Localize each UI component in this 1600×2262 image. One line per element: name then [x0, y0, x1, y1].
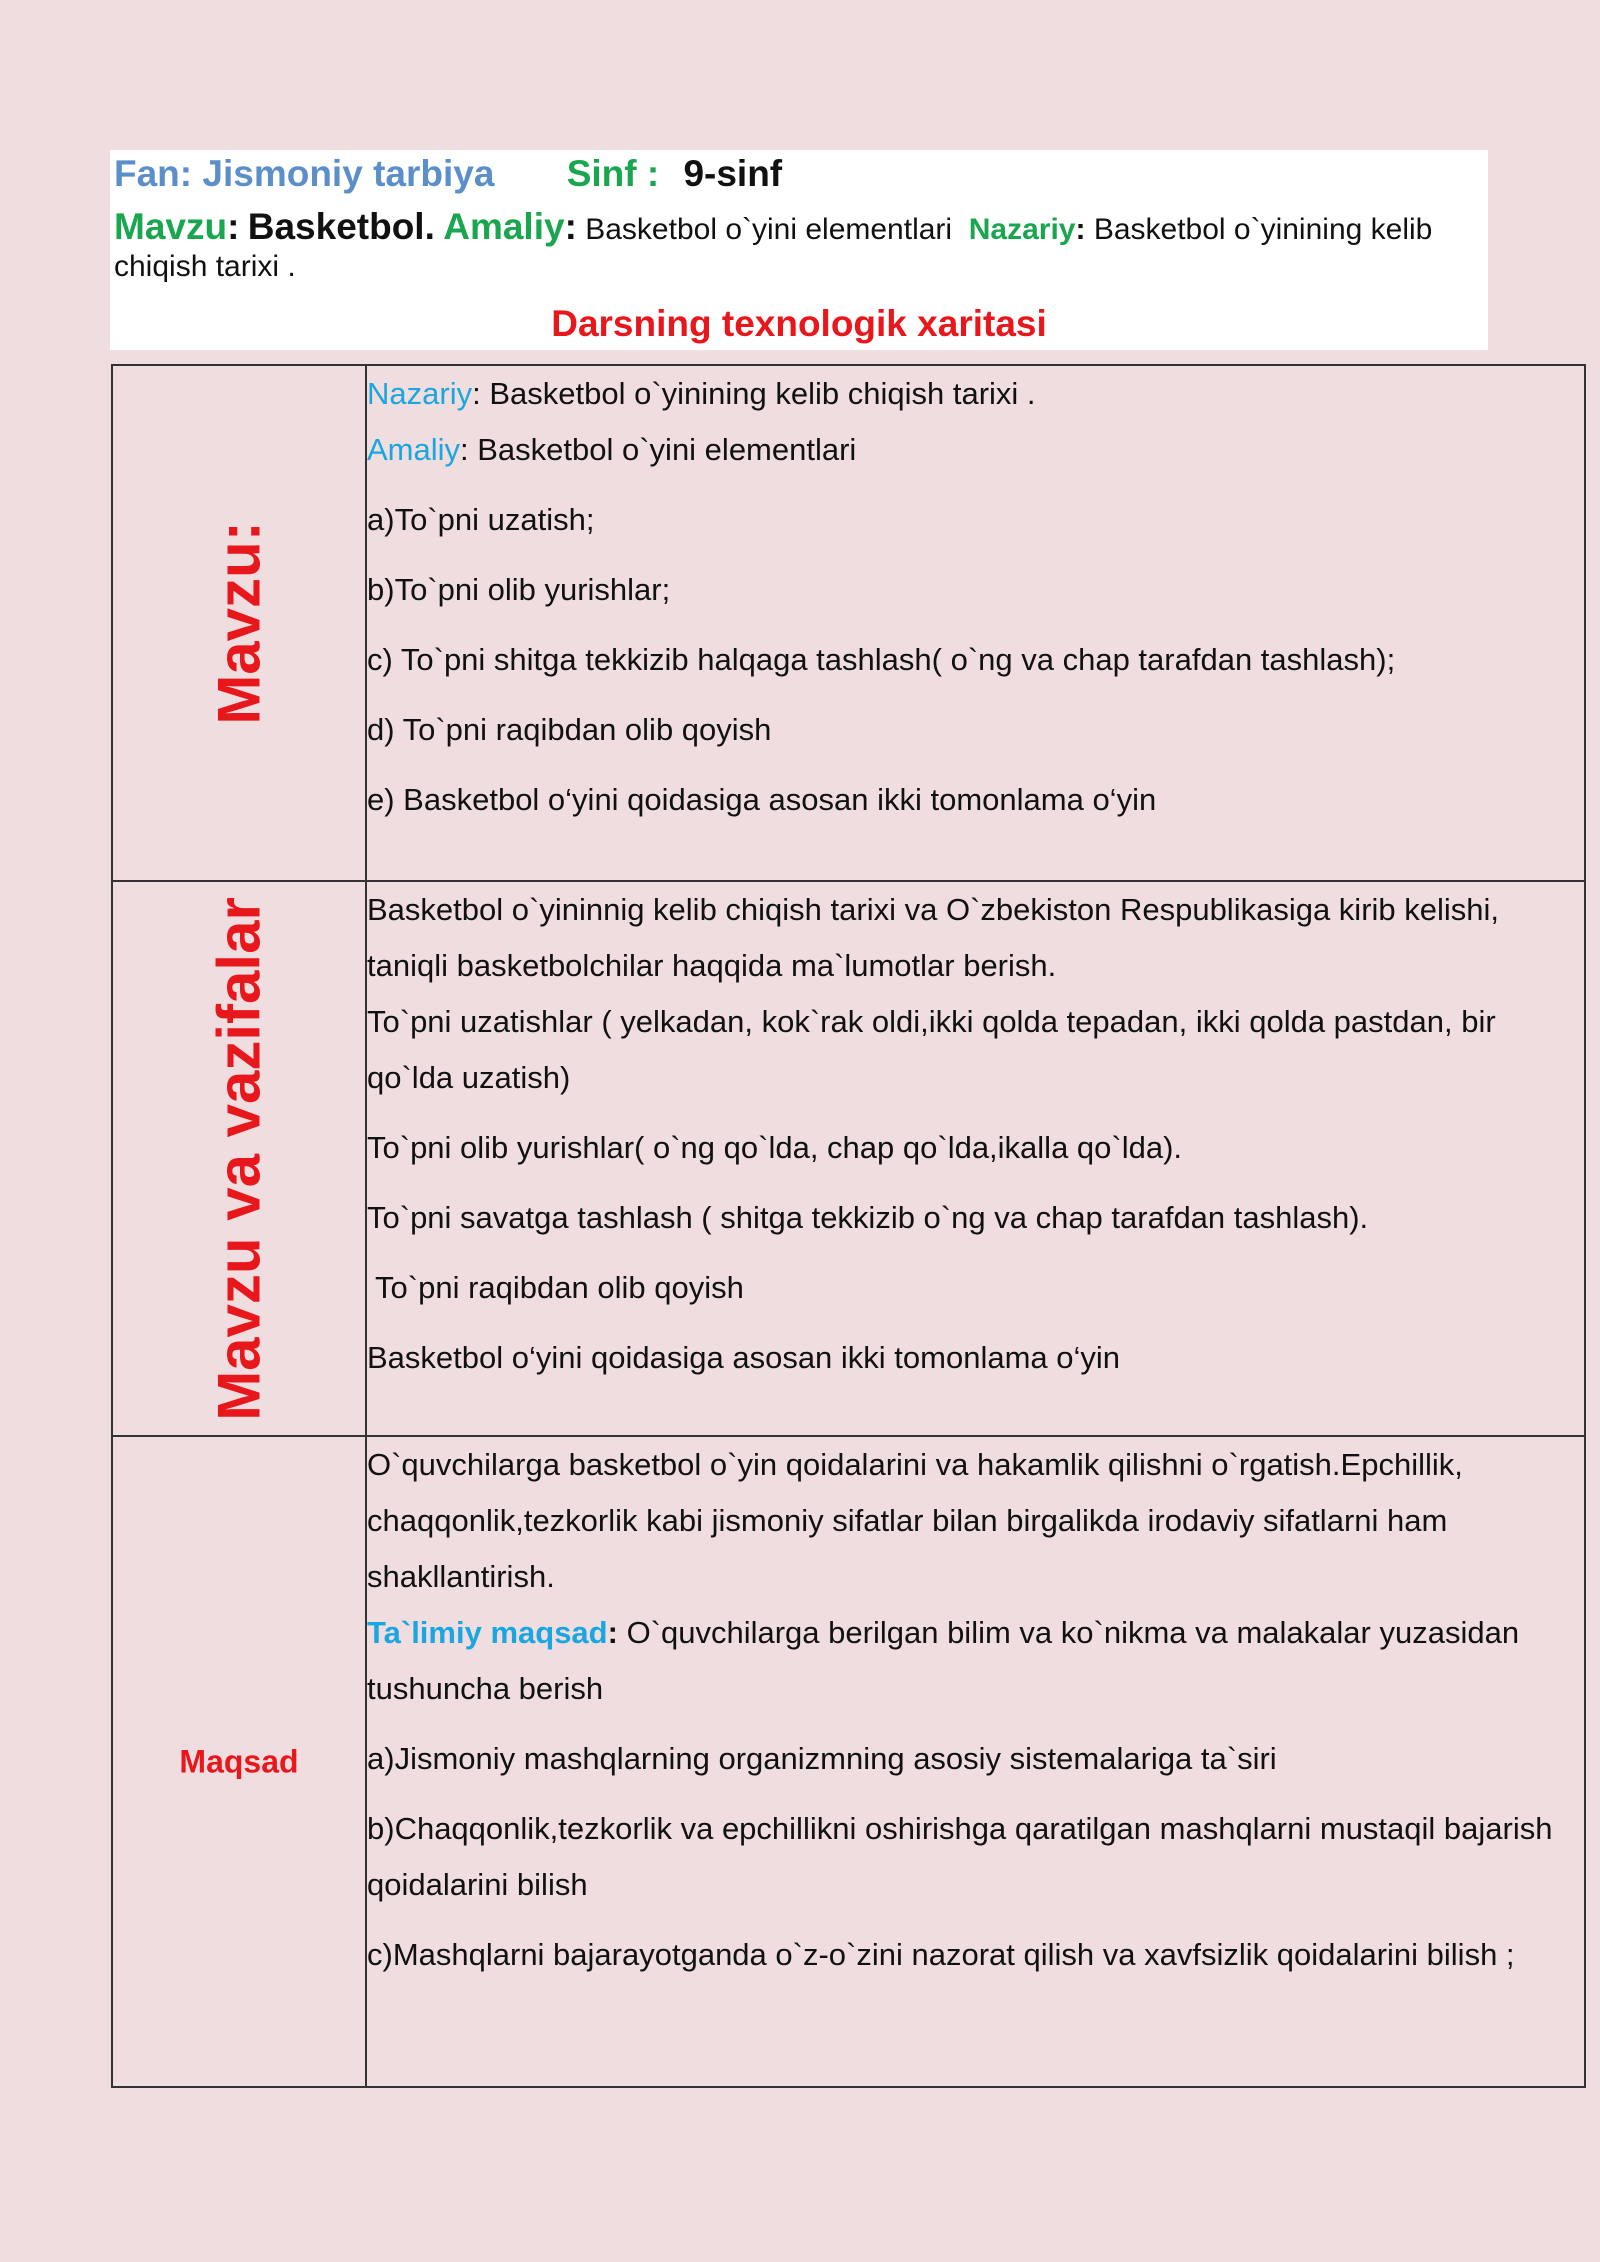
subject-line [114, 150, 782, 198]
row-label-mavzu: Mavzu: [205, 521, 273, 725]
theory-label: Nazariy [968, 213, 1076, 246]
paragraph: a)Jismoniy mashqlarning organizmning asosiy sistemalariga ta`siri [367, 1741, 1277, 1776]
table-row [112, 1436, 1585, 2087]
topic-line: Mavzu: Basketbol. Amaliy: Basketbol o`yini elementlari Nazariy: Basketbol o`yinining kelib chiqish tarixi . [114, 206, 1433, 283]
educational-goal-label: Ta`limiy maqsad [367, 1615, 608, 1650]
practical-value: Basketbol o`yini elementlari [585, 213, 953, 246]
paragraph: Basketbol o‘yini qoidasiga asosan ikki tomonlama o‘yin [367, 1340, 1121, 1375]
list-item: e) Basketbol o‘yini qoidasiga asosan ikki tomonlama o‘yin [367, 782, 1157, 817]
row-content-maqsad [366, 1436, 1585, 2087]
row-label-cell [112, 365, 366, 881]
paragraph: To`pni uzatishlar ( yelkadan, kok`rak oldi,ikki qolda tepadan, ikki qolda pastdan, bir qo`lda uzatish) [367, 1004, 1496, 1095]
lesson-header [110, 150, 1488, 350]
educational-goal: Ta`limiy maqsad: O`quvchilarga berilgan bilim va ko`nikma va malakalar yuzasidan tushuncha berish [367, 1615, 1520, 1706]
practical-label: Amaliy [443, 206, 565, 247]
paragraph: b)Chaqqonlik,tezkorlik va epchillikni oshirishga qaratilgan mashqlarni mustaqil bajarish qoidalarini bilish [367, 1811, 1553, 1902]
row-label-cell [112, 881, 366, 1436]
table-row [112, 365, 1585, 881]
subject-label: Fan: [114, 153, 193, 194]
list-item: b)To`pni olib yurishlar; [367, 572, 671, 607]
topic-label: Mavzu [114, 206, 228, 247]
row-content-mavzu [366, 365, 1585, 881]
list-item: a)To`pni uzatish; [367, 502, 595, 537]
list-item: c) To`pni shitga tekkizib halqaga tashlash( o`ng va chap tarafdan tashlash); [367, 642, 1396, 677]
list-item: d) To`pni raqibdan olib qoyish [367, 712, 772, 747]
subject-value: Jismoniy tarbiya [202, 153, 495, 194]
row-content-vazifalar [366, 881, 1585, 1436]
grade-value: 9-sinf [683, 153, 783, 194]
row-label-cell [112, 1436, 366, 2087]
paragraph: Basketbol o`yininnig kelib chiqish tarixi va O`zbekiston Respublikasiga kirib kelishi, taniqli basketbolchilar haqqida ma`lumotlar berish. [367, 892, 1500, 983]
grade-label: Sinf : [566, 153, 660, 194]
paragraph: To`pni raqibdan olib qoyish [367, 1270, 744, 1305]
topic-value: Basketbol. [247, 206, 435, 247]
technology-map-table [111, 364, 1586, 2088]
practical-line: Amaliy: Basketbol o`yini elementlari [367, 432, 857, 467]
row-label-vazifalar: Mavzu va vazifalar [205, 896, 273, 1421]
paragraph: c)Mashqlarni bajarayotganda o`z-o`zini nazorat qilish va xavfsizlik qoidalarini bilish ; [367, 1937, 1515, 1972]
page-title: Darsning texnologik xaritasi [551, 303, 1047, 344]
paragraph: To`pni savatga tashlash ( shitga tekkizib o`ng va chap tarafdan tashlash). [367, 1200, 1369, 1235]
theory-line: Nazariy: Basketbol o`yinining kelib chiqish tarixi . [367, 376, 1036, 411]
paragraph: O`quvchilarga basketbol o`yin qoidalarini va hakamlik qilishni o`rgatish.Epchillik, chaqqonlik,tezkorlik kabi jismoniy sifatlar bilan birgalikda irodaviy sifatlarni ham shakllantirish. [367, 1447, 1463, 1594]
theory-value: Basketbol o`yinining kelib chiqish tarixi . [114, 213, 1433, 283]
paragraph: To`pni olib yurishlar( o`ng qo`lda, chap qo`lda,ikalla qo`lda). [367, 1130, 1183, 1165]
table-row [112, 881, 1585, 1436]
row-label-maqsad: Maqsad [179, 1743, 299, 1779]
